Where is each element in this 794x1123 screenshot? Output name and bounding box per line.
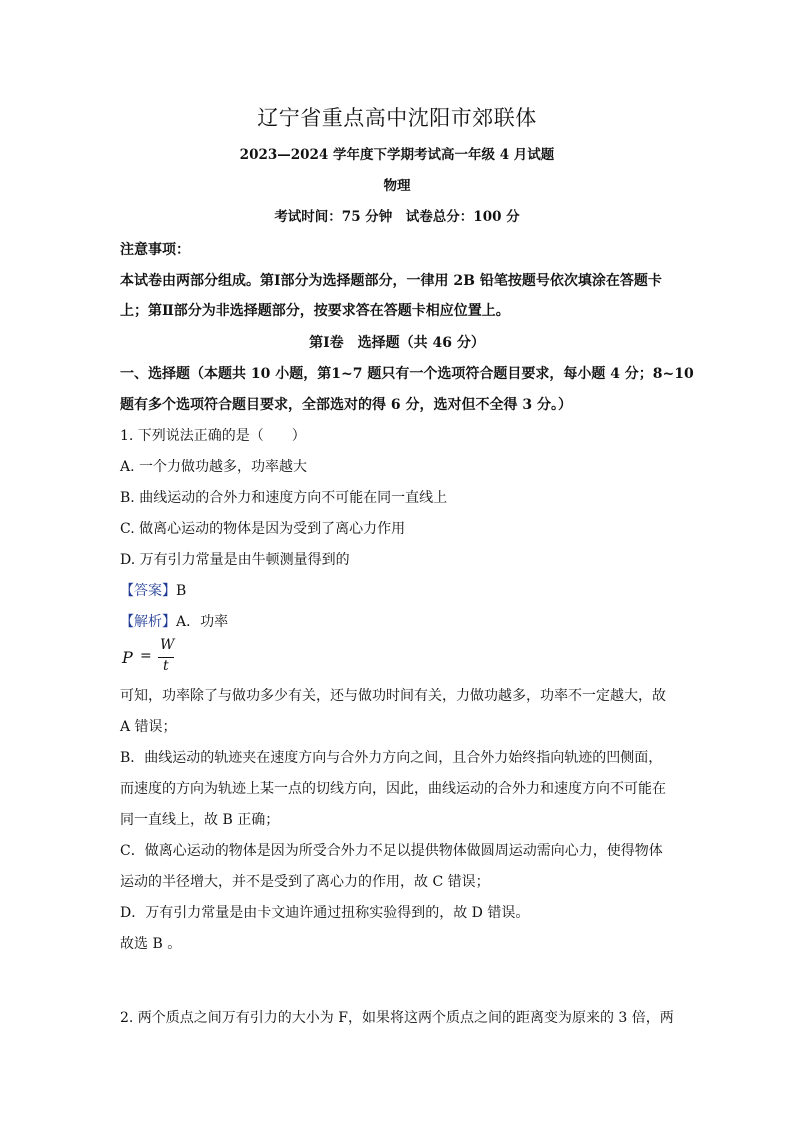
q1-analysis-line-8: D．万有引力常量是由卡文迪许通过扭称实验得到的，故 D 错误。 bbox=[120, 905, 530, 921]
q1-analysis-line-6: C．做离心运动的物体是因为所受合外力不足以提供物体做圆周运动需向心力，使得物体 bbox=[120, 843, 663, 859]
formula-lhs: P bbox=[122, 648, 133, 667]
notice-line-1: 本试卷由两部分组成。第Ⅰ部分为选择题部分，一律用 2B 铅笔按题号依次填涂在答题卡 bbox=[120, 273, 662, 289]
part1-instruction-1: 一、选择题（本题共 10 小题，第1~7 题只有一个选项符合题目要求，每小题 4 分；8~10 bbox=[120, 366, 694, 382]
q1-analysis-head bbox=[120, 612, 680, 632]
exam-time: 考试时间：75 分钟 试卷总分：100 分 bbox=[274, 209, 520, 225]
subject-name: 物理 bbox=[383, 178, 411, 194]
q1-analysis-line-3: B．曲线运动的轨迹夹在速度方向与合外力方向之间，且合外力始终指向轨迹的凹侧面， bbox=[120, 750, 663, 766]
answer-tag: 【答案】 bbox=[120, 583, 176, 599]
exam-name: 2023—2024 学年度下学期考试高一年级 4 月试题 bbox=[239, 147, 555, 163]
analysis-tag: 【解析】 bbox=[120, 614, 176, 630]
q1-option-d: D. 万有引力常量是由牛顿测量得到的 bbox=[120, 552, 350, 568]
q1-option-c: C. 做离心运动的物体是因为受到了离心力作用 bbox=[120, 521, 406, 537]
power-formula bbox=[120, 637, 180, 676]
formula-equals: = bbox=[140, 648, 152, 664]
q1-stem: 1. 下列说法正确的是（ ） bbox=[120, 428, 306, 444]
q1-analysis-line-4: 而速度的方向为轨迹上某一点的切线方向，因此，曲线运动的合外力和速度方向不可能在 bbox=[120, 781, 666, 797]
formula-denominator: t bbox=[163, 658, 169, 674]
q1-conclusion: 故选 B 。 bbox=[120, 936, 182, 952]
document-title: 辽宁省重点高中沈阳市郊联体 bbox=[257, 106, 537, 130]
notice-heading: 注意事项： bbox=[120, 242, 190, 258]
q1-answer bbox=[120, 581, 680, 601]
q1-option-a: A. 一个力做功越多，功率越大 bbox=[120, 459, 308, 475]
q2-stem: 2. 两个质点之间万有引力的大小为 F，如果将这两个质点之间的距离变为原来的 3 倍，两 bbox=[120, 1010, 674, 1026]
q1-analysis-line-1: 可知，功率除了与做功多少有关，还与做功时间有关，力做功越多，功率不一定越大，故 bbox=[120, 688, 666, 704]
analysis-a-head: A．功率 bbox=[176, 614, 229, 630]
answer-value: B bbox=[176, 583, 187, 599]
formula-numerator: W bbox=[160, 637, 175, 653]
q1-analysis-line-2: A 错误； bbox=[120, 719, 177, 735]
q1-option-b: B. 曲线运动的合外力和速度方向不可能在同一直线上 bbox=[120, 490, 448, 506]
q1-analysis-line-5: 同一直线上，故 B 正确； bbox=[120, 812, 280, 828]
notice-line-2: 上；第Ⅱ部分为非选择题部分，按要求答在答题卡相应位置上。 bbox=[120, 303, 510, 319]
part1-heading: 第Ⅰ卷 选择题（共 46 分） bbox=[309, 335, 485, 351]
part1-instruction-2: 题有多个选项符合题目要求，全部选对的得 6 分，选对但不全得 3 分。） bbox=[120, 397, 572, 413]
q1-analysis-line-7: 运动的半径增大，并不是受到了离心力的作用，故 C 错误； bbox=[120, 874, 490, 890]
